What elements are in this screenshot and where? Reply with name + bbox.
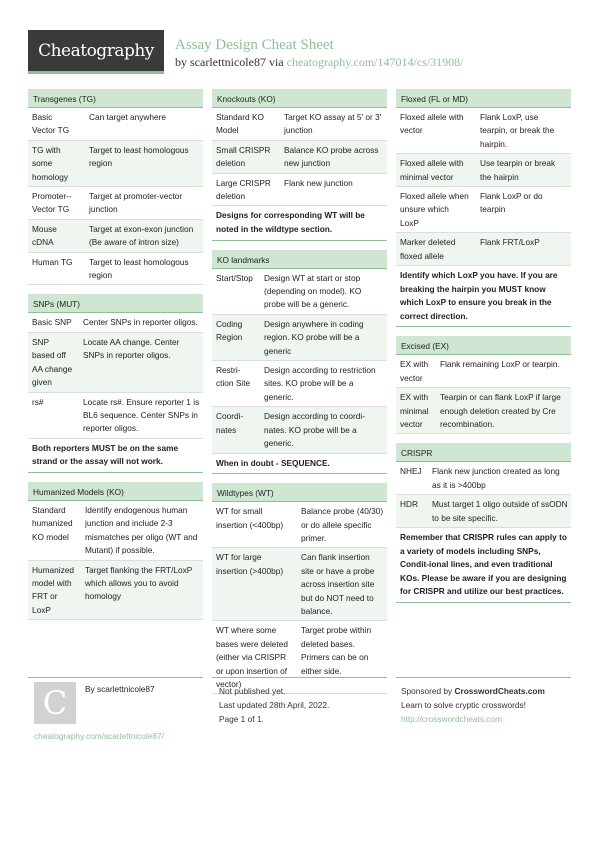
table-row (396, 495, 571, 528)
table-row (28, 141, 203, 187)
column-1 (28, 89, 203, 629)
box-rows (28, 313, 203, 438)
sponsor-url-link[interactable]: http://crosswordcheats.com (401, 714, 502, 724)
row-key: rs# (32, 396, 44, 407)
author-profile-link[interactable]: cheatography.com/scarlettnicole87/ (34, 731, 164, 741)
box-rows (28, 108, 203, 285)
row-key: Restri- ction Site (216, 365, 251, 389)
box-title: Knockouts (KO) (212, 89, 387, 108)
row-value: Target to least homologous region (89, 144, 189, 169)
table-row (212, 361, 387, 407)
table-row (212, 269, 387, 315)
wildtypes-box (212, 483, 387, 694)
box-rows (212, 108, 387, 206)
table-row (28, 501, 203, 561)
row-value: Can flank insertion site or have a probe across insertion site but do NOT need to balance. (301, 552, 375, 616)
sponsor-tagline: Learn to solve cryptic crosswords! (401, 700, 526, 710)
table-row (396, 355, 571, 388)
floxed-box (396, 89, 571, 327)
crispr-box (396, 443, 571, 603)
row-key: Mouse cDNA (32, 223, 57, 248)
box-title: Wildtypes (WT) (212, 483, 387, 502)
table-row (396, 154, 571, 187)
logo-text: Cheatography (38, 41, 154, 61)
row-value: Target at promoter-vector junction (89, 191, 183, 215)
table-row (28, 393, 203, 439)
box-title: KO landmarks (212, 250, 387, 269)
cheatography-logo[interactable] (28, 30, 164, 74)
table-row (28, 313, 203, 332)
sponsor-info (401, 684, 545, 726)
author-link[interactable]: scarlettnicole87 (190, 55, 266, 69)
table-row (212, 407, 387, 453)
row-value: Balance KO probe across new junction (284, 144, 379, 169)
row-value: Target flanking the FRT/LoxP which allows you to avoid homology (85, 564, 193, 602)
row-key: SNP based off AA change given (32, 336, 73, 388)
box-title: CRISPR (396, 443, 571, 462)
row-value: Center SNPs in reporter oligos. (83, 317, 198, 328)
sponsor-prefix: Sponsored by (401, 686, 455, 696)
row-key: Start/Stop (216, 272, 253, 283)
row-value: Design anywhere in coding region. KO probe will be a generic (264, 318, 364, 356)
box-rows (396, 355, 571, 434)
box-title: SNPs (MUT) (28, 294, 203, 313)
row-key: Coding Region (216, 318, 243, 343)
table-row (28, 561, 203, 621)
row-key: WT for large insertion (>400bp) (216, 552, 284, 576)
row-value: Identify endogenous human junction and include 2-3 mismatches per oligo (WT and Mutant) if possible. (85, 504, 198, 556)
row-value: Locate AA change. Center SNPs in reporter oligos. (83, 336, 180, 361)
sponsor-name[interactable]: CrosswordCheats.com (454, 686, 545, 696)
table-row (212, 548, 387, 621)
row-key: Small CRISPR deletion (216, 144, 271, 169)
sponsor-line (401, 684, 545, 698)
row-key: Floxed allele with minimal vector (400, 158, 464, 182)
publish-info (219, 684, 329, 726)
footer-divider (396, 677, 571, 678)
row-value: Locate rs#. Ensure reporter 1 is BL6 sequence. Center SNPs in reporter oligos. (83, 396, 200, 434)
column-2 (212, 89, 387, 703)
table-row (28, 220, 203, 253)
row-key: Standard humanized KO model (32, 504, 73, 542)
row-value: Design according to coordi-nates. KO probe will be a generic. (264, 411, 365, 449)
author-avatar[interactable] (34, 682, 76, 724)
column-3 (396, 89, 571, 612)
row-value: Flank remaining LoxP or tearpin. (440, 359, 560, 370)
row-value: Tearpin or can flank LoxP if large enough deletion created by Cre recombination. (440, 392, 561, 430)
table-row (212, 502, 387, 548)
box-note: Remember that CRISPR rules can apply to a variety of models including SNPs, Condit-ional lines, and even traditional KOs. Please be aware if you are designing for CRISPR and utilize our best practices. (396, 528, 571, 603)
footer-divider (212, 677, 387, 678)
row-key: Basic SNP (32, 317, 72, 328)
row-key: Marker deleted floxed allele (400, 237, 456, 261)
table-row (396, 388, 571, 434)
row-key: Humanized model with FRT or LoxP (32, 564, 74, 615)
snps-box (28, 294, 203, 472)
row-key: Coordi- nates (216, 411, 244, 435)
box-rows (212, 502, 387, 694)
row-value: Design according to restriction sites. KO probe will be a generic. (264, 365, 376, 402)
row-value: Balance probe (40/30) or do allele specific primer. (301, 506, 384, 543)
row-value: Flank FRT/LoxP (480, 237, 540, 248)
byline (175, 55, 464, 70)
by-prefix: by (175, 55, 187, 69)
table-row (396, 108, 571, 154)
row-value: Target at exon-exon junction (Be aware of intron size) (89, 223, 194, 248)
transgenes-box (28, 89, 203, 285)
box-rows (212, 269, 387, 454)
row-key: HDR (400, 499, 418, 510)
table-row (212, 174, 387, 207)
box-note: Designs for corresponding WT will be noted in the wildtype section. (212, 206, 387, 240)
row-value: Must target 1 oligo outside of ssODN to be site specific. (432, 499, 568, 523)
row-value: Flank new junction (284, 177, 353, 188)
row-key: Promoter-- Vector TG (32, 191, 72, 215)
via-label: via (268, 55, 284, 69)
table-row (212, 315, 387, 361)
box-rows (396, 462, 571, 528)
table-row (212, 108, 387, 141)
row-key: Standard KO Model (216, 112, 264, 136)
box-title: Humanized Models (KO) (28, 482, 203, 501)
row-key: TG with some homology (32, 144, 68, 182)
row-key: EX with minimal vector (400, 392, 429, 430)
box-rows (396, 108, 571, 266)
row-key: Large CRISPR deletion (216, 177, 271, 202)
last-updated: Last updated 28th April, 2022. (219, 700, 330, 710)
row-key: Floxed allele with vector (400, 112, 464, 136)
box-title: Floxed (FL or MD) (396, 89, 571, 108)
row-value: Flank LoxP or do tearpin (480, 191, 543, 215)
knockouts-box (212, 89, 387, 241)
row-value: Flank LoxP, use tearpin, or break the hairpin. (480, 112, 555, 149)
footer-author[interactable]: By scarlettnicole87 (85, 684, 155, 694)
box-note: When in doubt - SEQUENCE. (212, 454, 387, 475)
published-status: Not published yet. (219, 686, 286, 696)
box-note: Both reporters MUST be on the same strand or the assay will not work. (28, 439, 203, 473)
table-row (28, 333, 203, 393)
table-row (396, 233, 571, 266)
footer-divider (28, 677, 203, 678)
row-key: NHEJ (400, 466, 422, 477)
row-value: Flank new junction created as long as it is >400bp (432, 466, 560, 490)
row-key: WT where some bases were deleted (either via CRISPR or upon insertion of vector) (216, 625, 288, 689)
humanized-box (28, 482, 203, 620)
table-row (28, 108, 203, 141)
box-note: Identify which LoxP you have. If you are breaking the hairpin you MUST know which LoxP to ensure you break in the correct direction. (396, 266, 571, 327)
row-value: Target to least homologous region (89, 256, 189, 281)
box-rows (28, 501, 203, 620)
row-value: Target probe within deleted bases. Primers can be on either side. (301, 625, 372, 676)
sheet-title: Assay Design Cheat Sheet (175, 37, 334, 53)
table-row (396, 462, 571, 495)
excised-box (396, 336, 571, 434)
table-row (28, 187, 203, 220)
sheet-url-link[interactable]: cheatography.com/147014/cs/31908/ (286, 55, 464, 69)
row-key: EX with vector (400, 359, 429, 383)
row-key: Human TG (32, 256, 73, 267)
table-row (396, 187, 571, 233)
box-title: Transgenes (TG) (28, 89, 203, 108)
page-count: Page 1 of 1. (219, 714, 264, 724)
row-key: Basic Vector TG (32, 112, 70, 136)
row-value: Design WT at start or stop (depending on model). KO probe will be a generic. (264, 272, 362, 310)
row-value: Target KO assay at 5' or 3' junction (284, 112, 382, 136)
row-value: Can target anywhere (89, 112, 167, 122)
avatar-letter: C (42, 684, 68, 722)
box-title: Excised (EX) (396, 336, 571, 355)
landmarks-box (212, 250, 387, 474)
row-key: WT for small insertion (<400bp) (216, 506, 284, 530)
table-row (212, 141, 387, 174)
row-key: Floxed allele when unsure which LoxP (400, 191, 469, 228)
table-row (28, 253, 203, 286)
row-value: Use tearpin or break the hairpin (480, 158, 556, 182)
